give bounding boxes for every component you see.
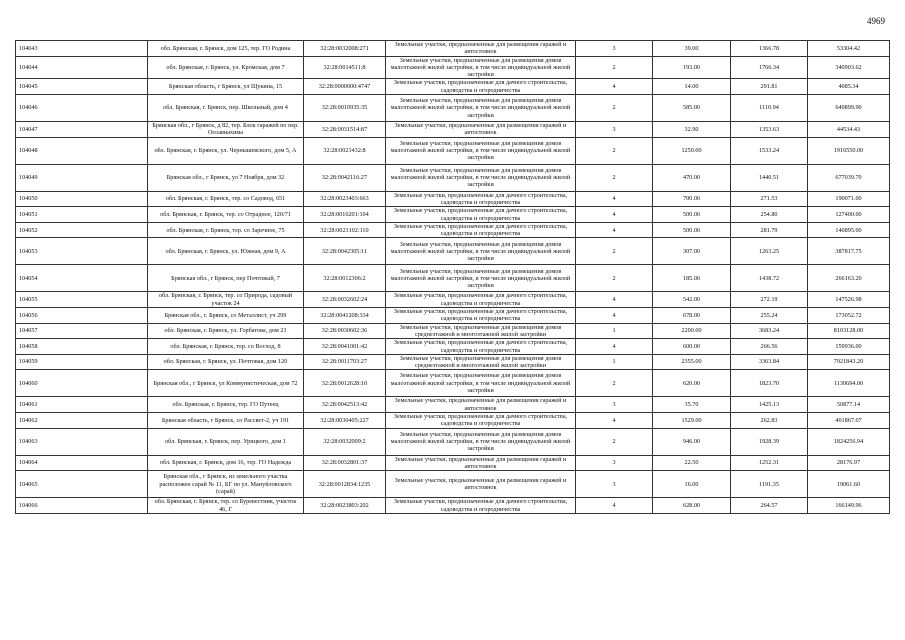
- cell-cadastral-number: 32:28:0010935:35: [304, 95, 386, 122]
- cell-area: 35.70: [653, 397, 731, 413]
- cell-id: 104045: [16, 79, 148, 95]
- table-row: [16, 41, 890, 57]
- cell-cadastral-number: 32:28:0023403:663: [304, 191, 386, 207]
- cell-cadastral-value: 1916550.00: [808, 137, 890, 164]
- cell-address: Брянская обл., г Брянск, пер Почтовый, 7: [148, 265, 304, 292]
- cell-cadastral-value: 53304.42: [808, 41, 890, 57]
- cell-cadastral-value: 8103128.00: [808, 323, 890, 339]
- cell-group: 4: [576, 413, 653, 429]
- cell-address: обл. Брянская, г. Брянск, тер. со Садовод, 651: [148, 191, 304, 207]
- cell-address: обл. Брянская, г. Брянск, тер. со Восход, 8: [148, 339, 304, 355]
- cell-id: 104059: [16, 354, 148, 370]
- cell-specific-value: 255.24: [731, 308, 808, 324]
- cell-address: обл. Брянская, г. Брянск, пер. Урицкого, дом 1: [148, 428, 304, 455]
- cell-land-use: Земельные участки, предназначенные для размещения домов малоэтажной жилой застройки, в том числе индивидуальной жилой застройки: [386, 370, 576, 397]
- cell-address: обл. Брянская, г. Брянск, ул. Кромская, дом 7: [148, 56, 304, 79]
- table-row: [16, 455, 890, 471]
- cell-area: 620.00: [653, 370, 731, 397]
- cell-specific-value: 1928.39: [731, 428, 808, 455]
- cell-land-use: Земельные участки, предназначенные для дачного строительства, садоводства и огородничества: [386, 292, 576, 308]
- cell-specific-value: 1438.72: [731, 265, 808, 292]
- cell-area: 193.00: [653, 56, 731, 79]
- cell-specific-value: 1425.13: [731, 397, 808, 413]
- cell-group: 4: [576, 79, 653, 95]
- cell-id: 104064: [16, 455, 148, 471]
- cell-group: 2: [576, 95, 653, 122]
- cell-cadastral-value: 649899.90: [808, 95, 890, 122]
- table-row: [16, 95, 890, 122]
- cell-specific-value: 3363.84: [731, 354, 808, 370]
- cell-area: 542.00: [653, 292, 731, 308]
- table-row: [16, 238, 890, 265]
- table-row: [16, 207, 890, 223]
- cell-id: 104043: [16, 41, 148, 57]
- cell-id: 104065: [16, 471, 148, 498]
- cell-address: Брянская обл., г Брянск, ул Коммунистическая, дом 72: [148, 370, 304, 397]
- cell-area: 600.00: [653, 339, 731, 355]
- cell-area: 628.00: [653, 498, 731, 514]
- cell-cadastral-value: 173052.72: [808, 308, 890, 324]
- cell-land-use: Земельные участки, предназначенные для дачного строительства, садоводства и огородничества: [386, 207, 576, 223]
- cell-id: 104052: [16, 222, 148, 238]
- cell-cadastral-value: 28176.97: [808, 455, 890, 471]
- cell-cadastral-value: 266163.20: [808, 265, 890, 292]
- cell-specific-value: 1766.34: [731, 56, 808, 79]
- cell-cadastral-value: 159936.00: [808, 339, 890, 355]
- cell-specific-value: 272.19: [731, 292, 808, 308]
- cell-specific-value: 1533.24: [731, 137, 808, 164]
- cell-specific-value: 266.56: [731, 339, 808, 355]
- cell-cadastral-number: 32:28:0014511:8: [304, 56, 386, 79]
- cell-cadastral-number: 32:28:0032801:37: [304, 455, 386, 471]
- cell-specific-value: 1440.51: [731, 164, 808, 191]
- cell-address: Брянская область, г Брянск, со Рассвет-2, уч 191: [148, 413, 304, 429]
- cell-area: 2355.00: [653, 354, 731, 370]
- cell-id: 104050: [16, 191, 148, 207]
- cell-id: 104057: [16, 323, 148, 339]
- cell-group: 4: [576, 498, 653, 514]
- cell-land-use: Земельные участки, предназначенные для дачного строительства, садоводства и огородничества: [386, 308, 576, 324]
- cell-land-use: Земельные участки, предназначенные для размещения гаражей и автостоянок: [386, 41, 576, 57]
- cell-cadastral-number: 32:28:0021432:8: [304, 137, 386, 164]
- cell-specific-value: 281.79: [731, 222, 808, 238]
- table-row: [16, 428, 890, 455]
- table-row: [16, 137, 890, 164]
- cell-land-use: Земельные участки, предназначенные для размещения гаражей и автостоянок: [386, 455, 576, 471]
- cell-area: 39.00: [653, 41, 731, 57]
- cell-area: 307.00: [653, 238, 731, 265]
- cell-group: 3: [576, 122, 653, 138]
- cell-address: Брянская обл., г. Брянск, со Металлист, уч 299: [148, 308, 304, 324]
- table-row: [16, 323, 890, 339]
- cell-specific-value: 1263.25: [731, 238, 808, 265]
- cell-id: 104051: [16, 207, 148, 223]
- cell-group: 2: [576, 265, 653, 292]
- cell-id: 104062: [16, 413, 148, 429]
- cell-cadastral-number: 32:28:0031514:87: [304, 122, 386, 138]
- cell-group: 4: [576, 191, 653, 207]
- cell-cadastral-number: 32:28:0032008:271: [304, 41, 386, 57]
- cell-specific-value: 291.81: [731, 79, 808, 95]
- table-row: [16, 308, 890, 324]
- cell-cadastral-number: 32:28:0042305:11: [304, 238, 386, 265]
- cell-cadastral-value: 127400.00: [808, 207, 890, 223]
- cell-specific-value: 1191.35: [731, 471, 808, 498]
- cell-land-use: Земельные участки, предназначенные для размещения домов малоэтажной жилой застройки, в том числе индивидуальной жилой застройки: [386, 238, 576, 265]
- cell-cadastral-value: 7921843.20: [808, 354, 890, 370]
- cell-id: 104044: [16, 56, 148, 79]
- cell-group: 2: [576, 370, 653, 397]
- cell-id: 104066: [16, 498, 148, 514]
- cell-address: обл. Брянская, г. Брянск, ул. Южная, дом 9, А: [148, 238, 304, 265]
- cell-id: 104054: [16, 265, 148, 292]
- cell-land-use: Земельные участки, предназначенные для размещения гаражей и автостоянок: [386, 471, 576, 498]
- cell-cadastral-number: 32:28:0010201:104: [304, 207, 386, 223]
- cell-area: 1250.00: [653, 137, 731, 164]
- table-row: [16, 397, 890, 413]
- cell-cadastral-value: 387817.75: [808, 238, 890, 265]
- cell-group: 2: [576, 238, 653, 265]
- cell-specific-value: 1252.31: [731, 455, 808, 471]
- cell-cadastral-number: 32:28:0030602:36: [304, 323, 386, 339]
- cell-group: 2: [576, 137, 653, 164]
- cell-specific-value: 1366.78: [731, 41, 808, 57]
- cell-land-use: Земельные участки, предназначенные для размещения гаражей и автостоянок: [386, 397, 576, 413]
- cell-group: 3: [576, 455, 653, 471]
- cell-address: обл. Брянская, г. Брянск, ул. Горбатова, дом 21: [148, 323, 304, 339]
- table-row: [16, 222, 890, 238]
- cell-cadastral-number: 32:28:0041208:334: [304, 308, 386, 324]
- cell-area: 22.50: [653, 455, 731, 471]
- cell-address: обл. Брянская, г. Брянск, ул. Почтовая, дом 120: [148, 354, 304, 370]
- cell-cadastral-value: 50877.14: [808, 397, 890, 413]
- cell-cadastral-number: 32:28:0023803:202: [304, 498, 386, 514]
- cell-specific-value: 3683.24: [731, 323, 808, 339]
- cell-id: 104063: [16, 428, 148, 455]
- cell-cadastral-value: 677039.70: [808, 164, 890, 191]
- cell-group: 2: [576, 164, 653, 191]
- cell-group: 4: [576, 339, 653, 355]
- cell-cadastral-number: 32:28:0042513:42: [304, 397, 386, 413]
- cell-land-use: Земельные участки, предназначенные для дачного строительства, садоводства и огородничества: [386, 222, 576, 238]
- table-row: [16, 413, 890, 429]
- cell-area: 470.00: [653, 164, 731, 191]
- cell-land-use: Земельные участки, предназначенные для дачного строительства, садоводства и огородничества: [386, 339, 576, 355]
- cell-address: обл. Брянская, г. Брянск, тер. со Буревестник, участок 46, Г: [148, 498, 304, 514]
- cell-address: Брянская область, г Брянск, ул Щукина, 15: [148, 79, 304, 95]
- cell-group: 1: [576, 354, 653, 370]
- cell-cadastral-value: 340903.62: [808, 56, 890, 79]
- cell-cadastral-number: 32:28:0032602:24: [304, 292, 386, 308]
- table-row: [16, 471, 890, 498]
- cell-group: 2: [576, 428, 653, 455]
- cell-address: обл. Брянская, г. Брянск, дом 125, тер. ГО Родина: [148, 41, 304, 57]
- cell-land-use: Земельные участки, предназначенные для размещения гаражей и автостоянок: [386, 122, 576, 138]
- cell-address: обл. Брянская, г. Брянск, пер. Школьный, дом 4: [148, 95, 304, 122]
- cell-land-use: Земельные участки, предназначенные для размещения домов среднеэтажной и многоэтажной жилой застройки: [386, 354, 576, 370]
- cell-land-use: Земельные участки, предназначенные для размещения домов малоэтажной жилой застройки, в том числе индивидуальной жилой застройки: [386, 137, 576, 164]
- cell-cadastral-number: 32:28:0041001:42: [304, 339, 386, 355]
- cell-id: 104058: [16, 339, 148, 355]
- cell-cadastral-number: 32:28:0030405:227: [304, 413, 386, 429]
- cell-area: 14.00: [653, 79, 731, 95]
- cell-specific-value: 1353.63: [731, 122, 808, 138]
- cell-area: 700.00: [653, 191, 731, 207]
- cell-land-use: Земельные участки, предназначенные для размещения домов малоэтажной жилой застройки, в том числе индивидуальной жилой застройки: [386, 428, 576, 455]
- cell-cadastral-value: 44534.43: [808, 122, 890, 138]
- table-row: [16, 265, 890, 292]
- cell-cadastral-value: 166149.96: [808, 498, 890, 514]
- cell-address: обл. Брянская, г. Брянск, тер. ГО Путеец: [148, 397, 304, 413]
- cell-address: обл. Брянская, г. Брянск, тер. со Заречное, 75: [148, 222, 304, 238]
- cadastral-value-table: [15, 40, 890, 514]
- cell-cadastral-number: 32:28:0000000:4747: [304, 79, 386, 95]
- cell-cadastral-value: 4085.34: [808, 79, 890, 95]
- cell-cadastral-value: 1130694.00: [808, 370, 890, 397]
- cell-area: 946.00: [653, 428, 731, 455]
- table-row: [16, 56, 890, 79]
- cell-area: 585.00: [653, 95, 731, 122]
- page-number: 4969: [867, 16, 885, 26]
- table-row: [16, 354, 890, 370]
- cell-land-use: Земельные участки, предназначенные для дачного строительства, садоводства и огородничества: [386, 79, 576, 95]
- cell-land-use: Земельные участки, предназначенные для размещения домов малоэтажной жилой застройки, в том числе индивидуальной жилой застройки: [386, 265, 576, 292]
- cell-cadastral-number: 32:28:0011703:27: [304, 354, 386, 370]
- cell-cadastral-number: 32:28:0012628:10: [304, 370, 386, 397]
- cell-group: 1: [576, 323, 653, 339]
- cell-area: 500.00: [653, 222, 731, 238]
- cell-id: 104056: [16, 308, 148, 324]
- cell-specific-value: 262.83: [731, 413, 808, 429]
- cell-id: 104055: [16, 292, 148, 308]
- cell-address: Брянская обл., г Брянск, из земельного участка расположен сарай № 11, БГ по ул. Мануйловского (сарай): [148, 471, 304, 498]
- cell-cadastral-number: 32:28:0042116:27: [304, 164, 386, 191]
- cell-area: 678.00: [653, 308, 731, 324]
- cell-land-use: Земельные участки, предназначенные для дачного строительства, садоводства и огородничества: [386, 498, 576, 514]
- cell-cadastral-number: 32:28:0032009:2: [304, 428, 386, 455]
- cell-area: 32.90: [653, 122, 731, 138]
- cell-land-use: Земельные участки, предназначенные для дачного строительства, садоводства и огородничества: [386, 191, 576, 207]
- table-row: [16, 191, 890, 207]
- cell-land-use: Земельные участки, предназначенные для размещения домов малоэтажной жилой застройки, в том числе индивидуальной жилой застройки: [386, 56, 576, 79]
- cell-specific-value: 264.57: [731, 498, 808, 514]
- cell-group: 3: [576, 397, 653, 413]
- cell-group: 4: [576, 292, 653, 308]
- cell-area: 2200.00: [653, 323, 731, 339]
- cell-address: обл. Брянская, г. Брянск, дом 16, тер. ГО Надежда: [148, 455, 304, 471]
- cell-id: 104046: [16, 95, 148, 122]
- table-row: [16, 339, 890, 355]
- cell-address: обл. Брянская, г. Брянск, ул. Чернышевского, дом 5, А: [148, 137, 304, 164]
- cell-cadastral-value: 19061.60: [808, 471, 890, 498]
- cell-area: 185.00: [653, 265, 731, 292]
- cell-specific-value: 271.53: [731, 191, 808, 207]
- table-row: [16, 498, 890, 514]
- table-row: [16, 370, 890, 397]
- cell-land-use: Земельные участки, предназначенные для размещения домов малоэтажной жилой застройки, в том числе индивидуальной жилой застройки: [386, 95, 576, 122]
- cell-cadastral-value: 401867.07: [808, 413, 890, 429]
- table-row: [16, 122, 890, 138]
- cell-group: 3: [576, 41, 653, 57]
- cell-address: Брянская обл., г Брянск, ул 7 Ноября, дом 32: [148, 164, 304, 191]
- cell-cadastral-value: 140895.00: [808, 222, 890, 238]
- cell-id: 104060: [16, 370, 148, 397]
- cell-id: 104053: [16, 238, 148, 265]
- cell-group: 3: [576, 471, 653, 498]
- cell-specific-value: 1823.70: [731, 370, 808, 397]
- cell-id: 104061: [16, 397, 148, 413]
- table-row: [16, 79, 890, 95]
- cell-address: обл. Брянская, г. Брянск, тер. со Природа, садовый участок 24: [148, 292, 304, 308]
- table-body: [16, 41, 890, 514]
- cell-specific-value: 254.80: [731, 207, 808, 223]
- cell-id: 104047: [16, 122, 148, 138]
- cell-land-use: Земельные участки, предназначенные для дачного строительства, садоводства и огородничества: [386, 413, 576, 429]
- cell-area: 1529.00: [653, 413, 731, 429]
- cell-specific-value: 1110.94: [731, 95, 808, 122]
- cell-cadastral-number: 32:28:0023102:110: [304, 222, 386, 238]
- cell-cadastral-value: 1824256.94: [808, 428, 890, 455]
- cell-cadastral-number: 32:28:0012834:1235: [304, 471, 386, 498]
- cell-id: 104048: [16, 137, 148, 164]
- cell-area: 500.00: [653, 207, 731, 223]
- cell-group: 4: [576, 222, 653, 238]
- cell-land-use: Земельные участки, предназначенные для размещения домов малоэтажной жилой застройки, в том числе индивидуальной жилой застройки: [386, 164, 576, 191]
- cell-group: 2: [576, 56, 653, 79]
- cell-id: 104049: [16, 164, 148, 191]
- table-row: [16, 292, 890, 308]
- cell-cadastral-value: 147526.98: [808, 292, 890, 308]
- cell-group: 4: [576, 207, 653, 223]
- cell-address: Брянская обл., г Брянск, д 82, тер. Блок гаражей по пер. Осоавиахима: [148, 122, 304, 138]
- cell-cadastral-value: 190071.00: [808, 191, 890, 207]
- cell-area: 16.00: [653, 471, 731, 498]
- cell-group: 4: [576, 308, 653, 324]
- table-row: [16, 164, 890, 191]
- cell-land-use: Земельные участки, предназначенные для размещения домов среднеэтажной и многоэтажной жилой застройки: [386, 323, 576, 339]
- cell-address: обл. Брянская, г. Брянск, тер. со Отрадное, 120/71: [148, 207, 304, 223]
- cell-cadastral-number: 32:28:0012306:2: [304, 265, 386, 292]
